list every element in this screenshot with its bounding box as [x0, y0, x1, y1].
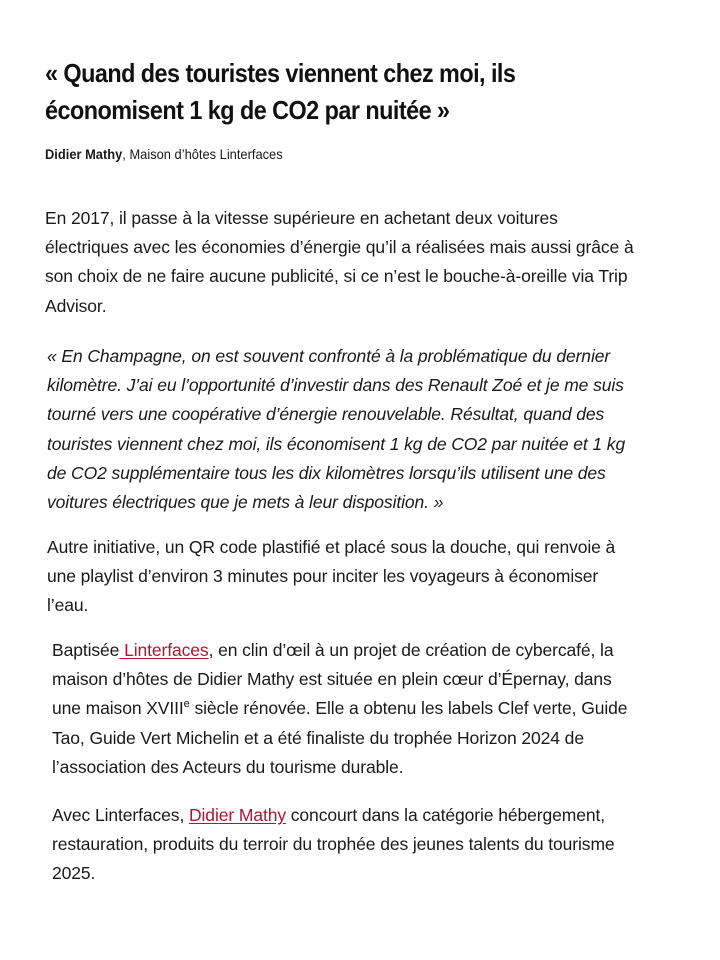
paragraph-line: maison d’hôtes de Didier Mathy est située en plein cœur d’Épernay, dans — [52, 669, 612, 690]
text-fragment: , en clin d’œil à un projet de création de cybercafé, la — [208, 640, 614, 660]
paragraph-line: Tao, Guide Vert Michelin et a été finaliste du trophée Horizon 2024 de — [52, 727, 584, 748]
paragraph-linterfaces — [52, 636, 692, 782]
paragraph-line: En 2017, il passe à la vitesse supérieure en achetant deux voitures — [45, 208, 558, 228]
article-title-line: économisent 1 kg de CO2 par nuitée » — [45, 95, 450, 125]
paragraph-line — [52, 694, 692, 723]
byline-author: Didier Mathy — [45, 146, 123, 162]
paragraph-line: l’eau. — [47, 595, 89, 616]
century-superscript: e — [183, 697, 190, 710]
text-fragment: Baptisée — [52, 640, 120, 660]
linterfaces-link[interactable]: Linterfaces — [119, 640, 209, 660]
paragraph-line: l’association des Acteurs du tourisme durable. — [52, 756, 404, 777]
text-fragment: Avec Linterfaces, — [52, 805, 189, 825]
paragraph-qr-code — [47, 533, 687, 621]
quote-line: tourné vers une coopérative d’énergie renouvelable. Résultat, quand des — [47, 404, 605, 425]
article-title — [45, 55, 621, 129]
quote-line: « En Champagne, on est souvent confronté à la problématique du dernier — [47, 346, 611, 366]
paragraph-line: 2025. — [52, 863, 96, 884]
paragraph-line: son choix de ne faire aucune publicité, si ce n’est le bouche-à-oreille via Trip — [45, 266, 628, 287]
paragraph-line — [52, 636, 692, 665]
quote-line: touristes viennent chez moi, ils économisent 1 kg de CO2 par nuitée et 1 kg — [47, 433, 626, 454]
quote-line: voitures électriques que je mets à leur disposition. » — [47, 492, 444, 513]
article-title-line: « Quand des touristes viennent chez moi, ils — [45, 58, 516, 88]
text-fragment: concourt dans la catégorie hébergement, — [286, 805, 605, 825]
quote-paragraph — [47, 342, 687, 517]
paragraph-line: Advisor. — [45, 295, 107, 316]
paragraph-line: restauration, produits du terroir du trophée des jeunes talents du tourisme — [52, 834, 615, 855]
paragraph-competition — [52, 801, 692, 889]
paragraph-intro — [45, 204, 685, 321]
byline — [45, 144, 283, 164]
byline-affiliation: , Maison d’hôtes Linterfaces — [122, 146, 283, 162]
text-fragment: siècle rénovée. Elle a obtenu les labels Clef verte, Guide — [189, 698, 628, 719]
didier-mathy-link[interactable]: Didier Mathy — [188, 805, 287, 825]
paragraph-line: une playlist d’environ 3 minutes pour inciter les voyageurs à économiser — [47, 566, 599, 587]
paragraph-line: Autre initiative, un QR code plastifié et placé sous la douche, qui renvoie à — [47, 537, 616, 557]
paragraph-line: électriques avec les économies d’énergie qu’il a réalisées mais aussi grâce à — [45, 237, 634, 258]
quote-line: kilomètre. J’ai eu l’opportunité d’investir dans des Renault Zoé et je me suis — [47, 375, 624, 396]
text-fragment: une maison XVIII — [52, 698, 184, 719]
quote-line: de CO2 supplémentaire tous les dix kilomètres lorsqu’ils utilisent une des — [47, 462, 606, 483]
paragraph-line — [52, 801, 692, 830]
